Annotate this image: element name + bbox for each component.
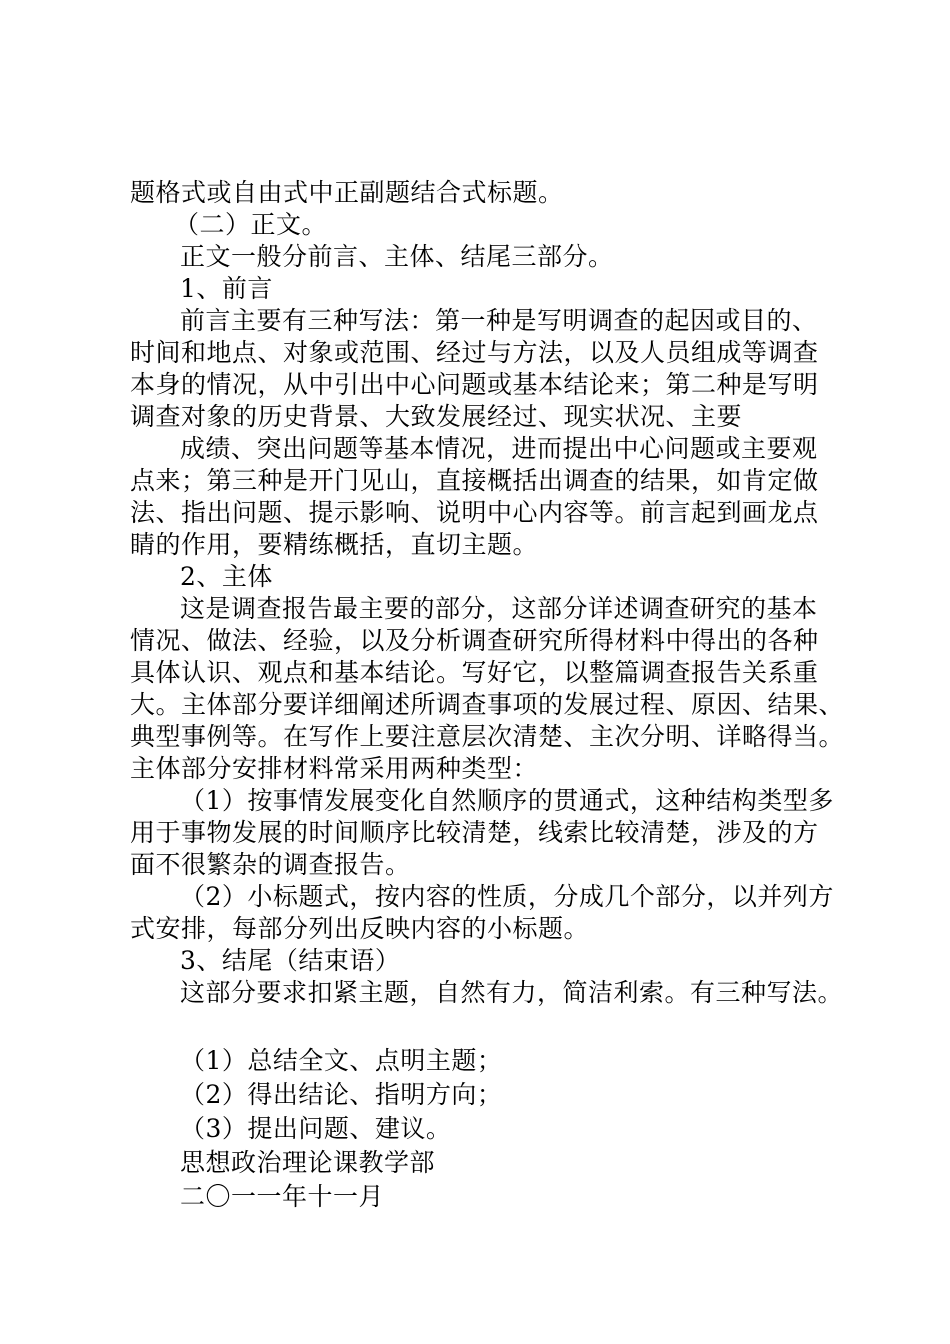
body-line: 时间和地点、对象或范围、经过与方法，以及人员组成等调查 [130, 338, 819, 367]
body-line: 大。主体部分要详细阐述所调查事项的发展过程、原因、结果、 [130, 690, 845, 719]
body-line: 调查对象的历史背景、大致发展经过、现实状况、主要 [130, 402, 743, 431]
subsection-heading: 3、结尾（结束语） [180, 946, 401, 975]
signature-department: 思想政治理论课教学部 [180, 1148, 436, 1177]
body-line: 这部分要求扣紧主题，自然有力，简洁利索。有三种写法。 [180, 978, 844, 1007]
body-line: 前言主要有三种写法：第一种是写明调查的起因或目的、 [180, 306, 818, 335]
body-line: 具体认识、观点和基本结论。写好它，以整篇调查报告关系重 [130, 658, 819, 687]
body-line: 点来；第三种是开门见山，直接概括出调查的结果，如肯定做 [130, 466, 819, 495]
body-line: 用于事物发展的时间顺序比较清楚，线索比较清楚，涉及的方 [130, 818, 819, 847]
body-line: 成绩、突出问题等基本情况，进而提出中心问题或主要观 [180, 434, 818, 463]
body-line: 这是调查报告最主要的部分，这部分详述调查研究的基本 [180, 594, 818, 623]
body-line: （1）按事情发展变化自然顺序的贯通式，这种结构类型多 [180, 786, 834, 815]
body-line: 典型事例等。在写作上要注意层次清楚、主次分明、详略得当。 [130, 722, 845, 751]
body-line: （2）小标题式，按内容的性质，分成几个部分，以并列方 [180, 882, 834, 911]
list-item: （1）总结全文、点明主题； [180, 1046, 503, 1075]
body-line: 睛的作用，要精练概括，直切主题。 [130, 530, 539, 559]
subsection-heading: 1、前言 [180, 274, 273, 303]
body-line: 法、指出问题、提示影响、说明中心内容等。前言起到画龙点 [130, 498, 819, 527]
section-heading: （二）正文。 [174, 210, 328, 239]
body-line: 主体部分安排材料常采用两种类型： [130, 754, 539, 783]
body-line: 面不很繁杂的调查报告。 [130, 850, 411, 879]
body-line: 题格式或自由式中正副题结合式标题。 [130, 178, 564, 207]
body-line: 式安排，每部分列出反映内容的小标题。 [130, 914, 590, 943]
body-line: 本身的情况，从中引出中心问题或基本结论来；第二种是写明 [130, 370, 819, 399]
signature-date: 二〇一一年十一月 [180, 1182, 385, 1211]
list-item: （2）得出结论、指明方向； [180, 1080, 503, 1109]
list-item: （3）提出问题、建议。 [180, 1114, 452, 1143]
body-line: 正文一般分前言、主体、结尾三部分。 [180, 242, 614, 271]
subsection-heading: 2、主体 [180, 562, 273, 591]
body-line: 情况、做法、经验，以及分析调查研究所得材料中得出的各种 [130, 626, 819, 655]
